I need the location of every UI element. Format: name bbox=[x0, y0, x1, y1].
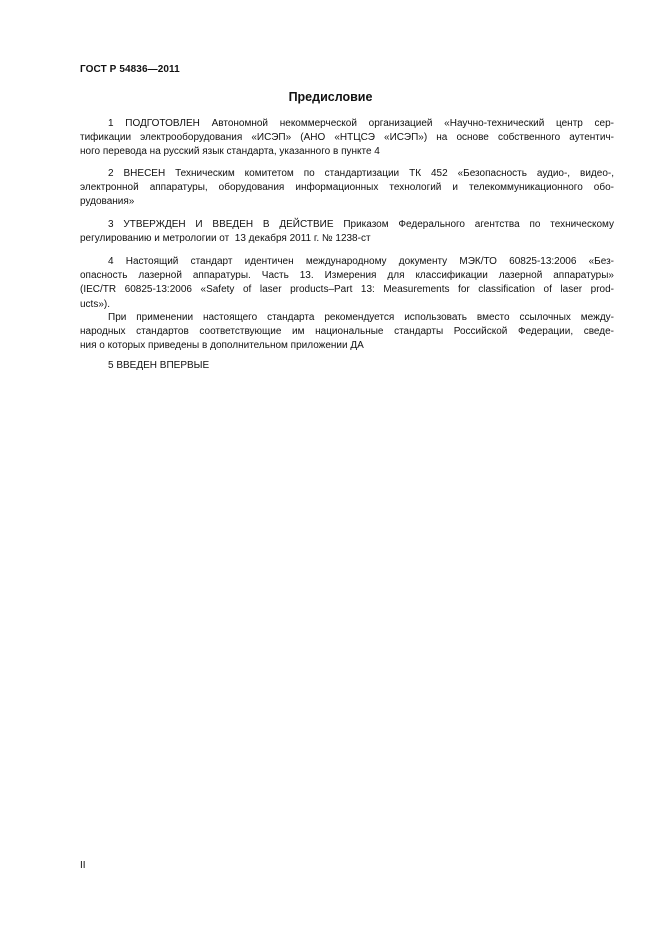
paragraph-line: ния о которых приведены в дополнительном приложении ДА bbox=[80, 340, 364, 352]
paragraph-line: 5 ВВЕДЕН ВПЕРВЫЕ bbox=[108, 360, 210, 371]
paragraph-line: 3 УТВЕРЖДЕН И ВВЕДЕН В ДЕЙСТВИЕ Приказом Федерального агентства по техническому bbox=[108, 219, 614, 230]
paragraph-1-prepared bbox=[80, 117, 614, 160]
paragraph-line: При применении настоящего стандарта рекомендуется использовать вместо ссылочных между- bbox=[108, 312, 614, 323]
paragraph-line: электронной аппаратуры, оборудования информационных технологий и телекоммуникационного обо- bbox=[80, 182, 614, 194]
paragraph-line: 4 Настоящий стандарт идентичен международному документу МЭК/ТО 60825-13:2006 «Без- bbox=[108, 256, 614, 267]
page-title: Предисловие bbox=[288, 90, 373, 104]
paragraph-4-identical-standard bbox=[80, 255, 614, 312]
document-code: ГОСТ Р 54836—2011 bbox=[80, 64, 180, 75]
paragraph-line: (IEC/TR 60825-13:2006 «Safety of laser products–Part 13: Measurements for classification of laser prod- bbox=[80, 284, 614, 296]
paragraph-4-application-note bbox=[80, 311, 614, 354]
paragraph-line: 2 ВНЕСЕН Техническим комитетом по стандартизации ТК 452 «Безопасность аудио-, видео-, bbox=[108, 168, 614, 179]
paragraph-line: ного перевода на русский язык стандарта, указанного в пункте 4 bbox=[80, 146, 380, 158]
paragraph-5-first-introduced bbox=[80, 359, 614, 373]
paragraph-line: рудования» bbox=[80, 196, 135, 208]
paragraph-2-introduced bbox=[80, 167, 614, 210]
paragraph-line: опасность лазерной аппаратуры. Часть 13. Измерения для классификации лазерной аппаратуры» bbox=[80, 270, 614, 282]
paragraph-line: народных стандартов соответствующие им национальные стандарты Российской Федерации, сведе- bbox=[80, 326, 614, 338]
page-number: II bbox=[80, 860, 86, 871]
paragraph-line: 1 ПОДГОТОВЛЕН Автономной некоммерческой организацией «Научно-технический центр сер- bbox=[108, 118, 614, 129]
paragraph-3-approved bbox=[80, 218, 614, 246]
paragraph-line: тификации электрооборудования «ИСЭП» (АНО «НТЦСЭ «ИСЭП») на основе собственного аутентич- bbox=[80, 132, 614, 144]
paragraph-line: регулированию и метрологии от 13 декабря 2011 г. № 1238-ст bbox=[80, 233, 371, 245]
paragraph-line: ucts»). bbox=[80, 298, 111, 310]
